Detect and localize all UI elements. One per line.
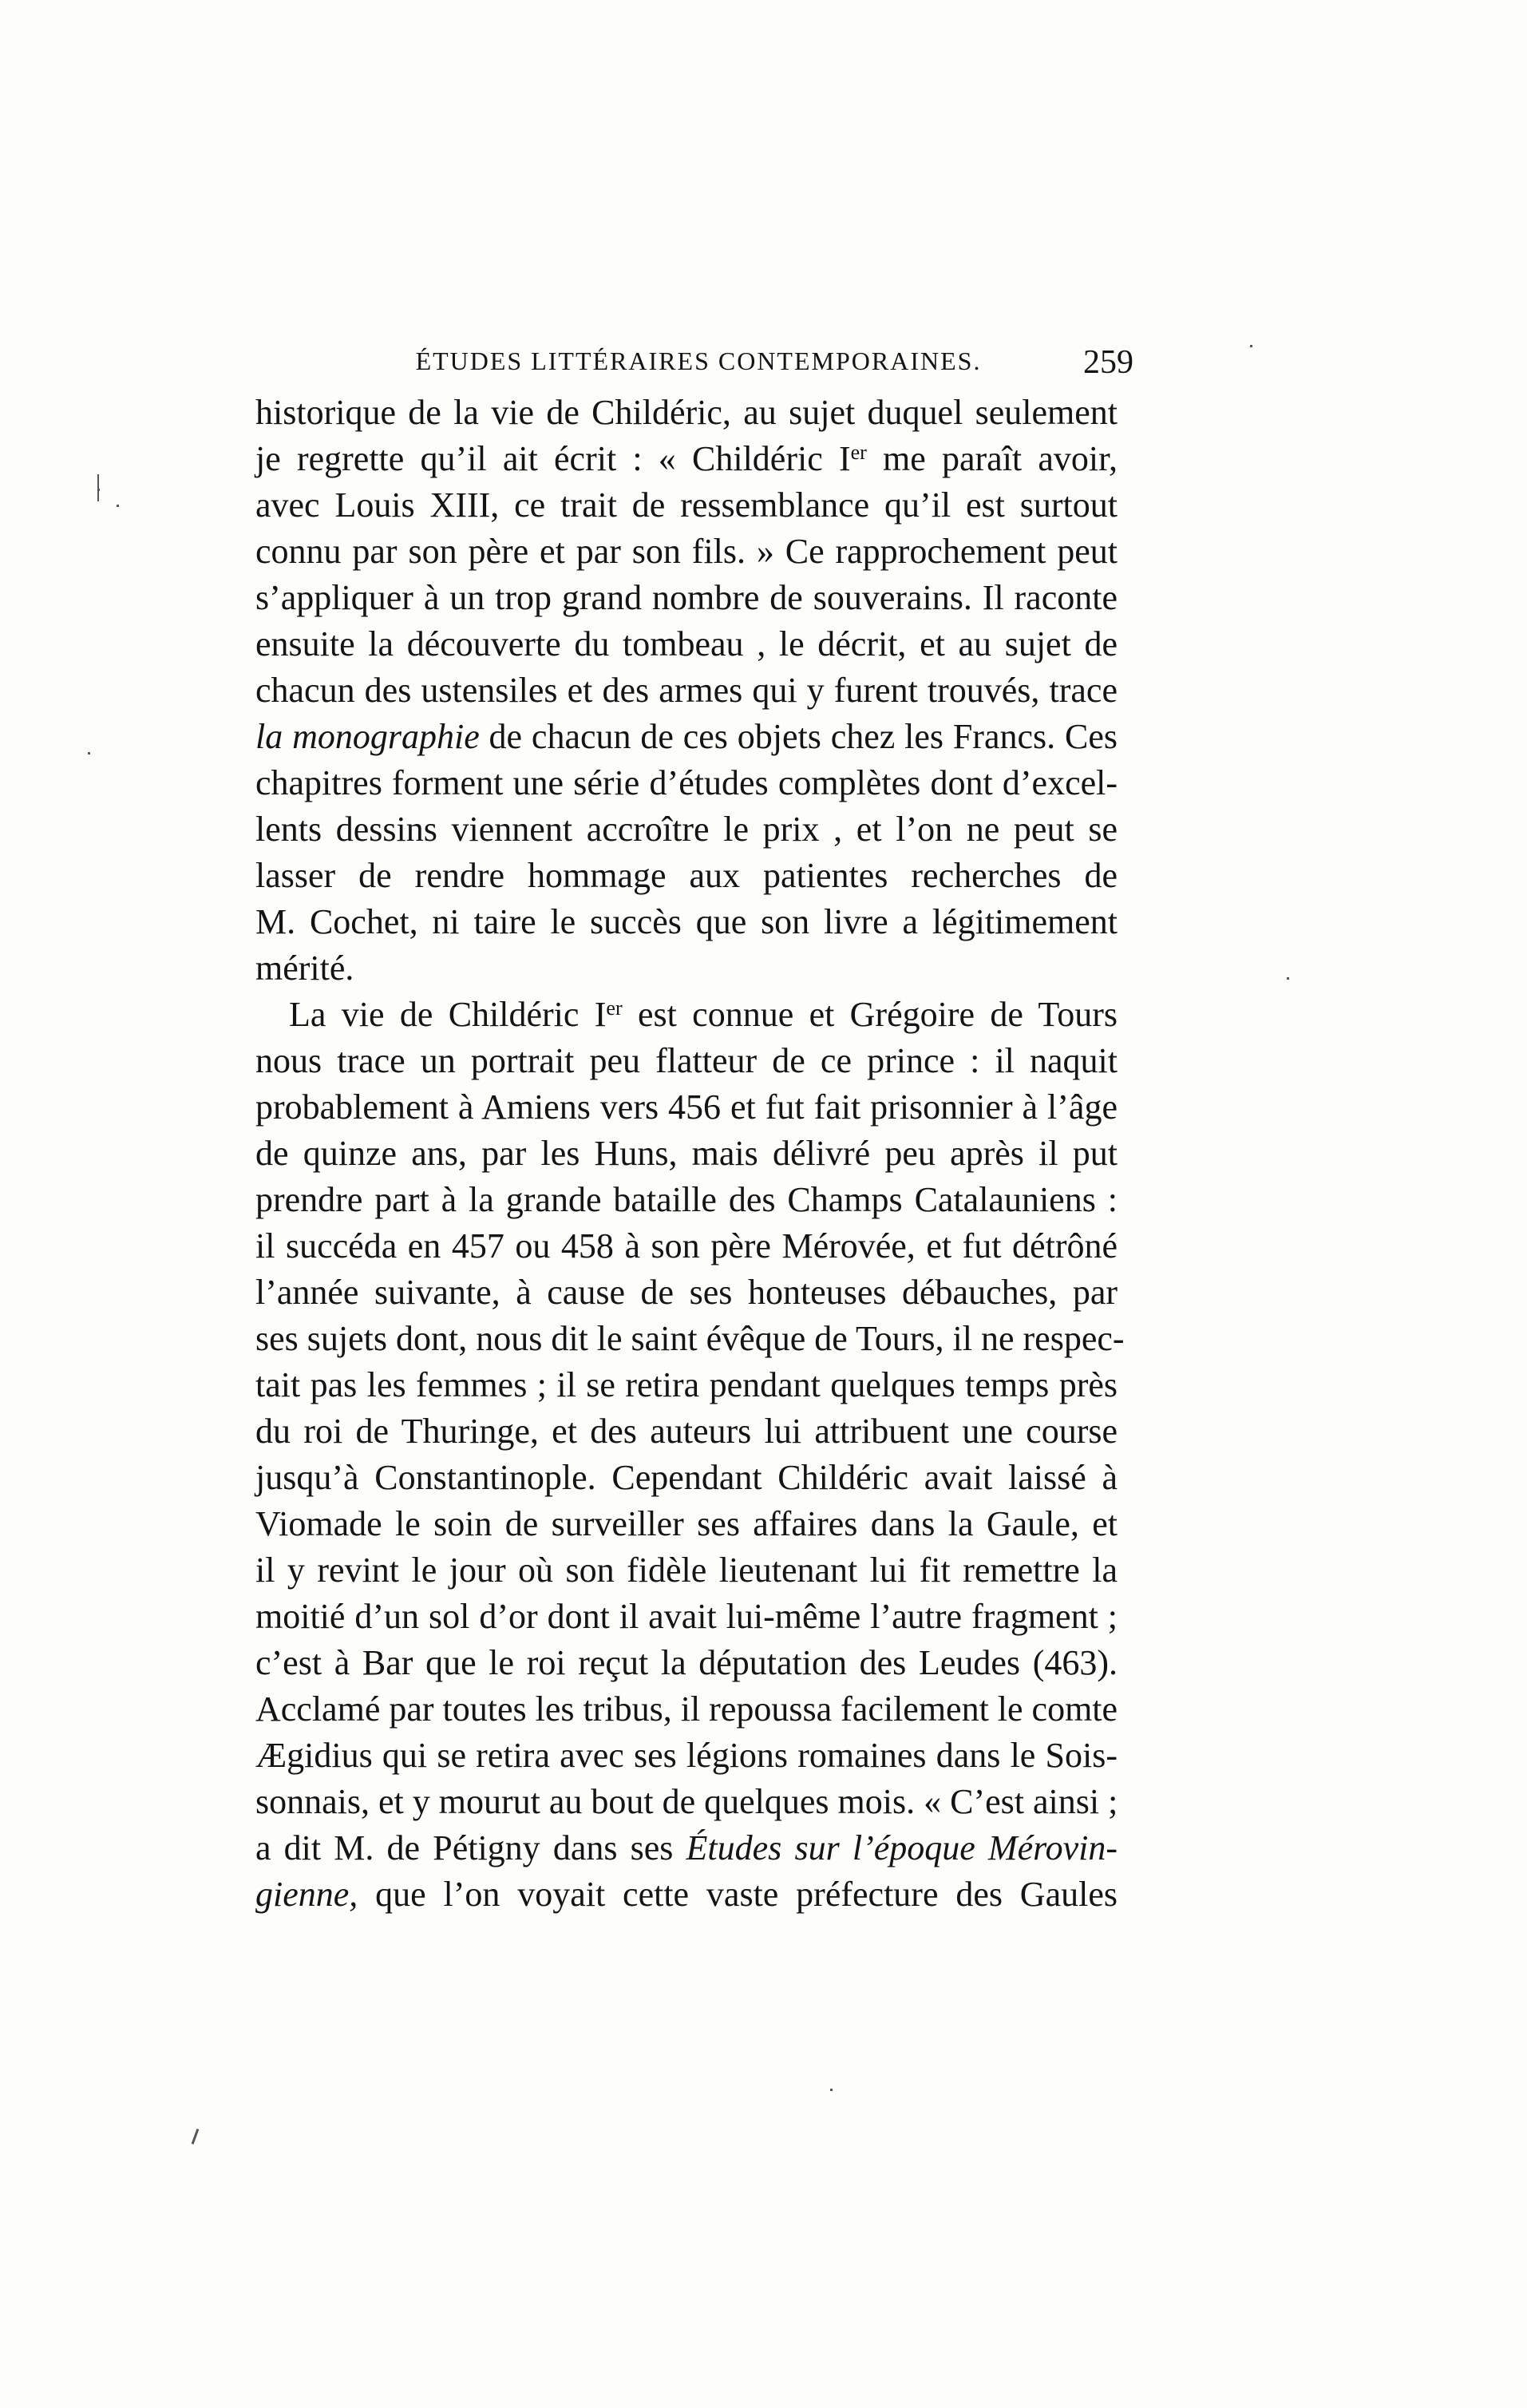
- text-line: chapitres forment une série d’études complètes dont d’excel-: [255, 763, 1118, 802]
- text-line: Ægidius qui se retira avec ses légions romaines dans le Sois-: [255, 1736, 1118, 1775]
- text-line: moitié d’un sol d’or dont il avait lui-même l’autre fragment ;: [255, 1597, 1118, 1636]
- text-line: jusqu’à Constantinople. Cependant Childéric avait laissé à: [255, 1458, 1118, 1497]
- text-line: nous trace un portrait peu flatteur de ce prince : il naquit: [255, 1041, 1118, 1080]
- scan-speck: [117, 505, 119, 507]
- text-line: ensuite la découverte du tombeau , le décrit, et au sujet de: [255, 624, 1118, 663]
- text-line: lasser de rendre hommage aux patientes recherches de: [255, 856, 1118, 895]
- text-line: ses sujets dont, nous dit le saint évêque de Tours, il ne respec-: [255, 1319, 1125, 1358]
- italic-title: gienne,: [255, 1875, 358, 1914]
- text-line: connu par son père et par son fils. » Ce rapprochement peut: [255, 532, 1118, 571]
- italic-phrase: la monographie: [255, 717, 480, 756]
- scan-speck: [97, 474, 99, 501]
- text-line: c’est à Bar que le roi reçut la députation des Leudes (463).: [255, 1643, 1118, 1682]
- text-line: La vie de Childéric Ier est connue et Grégoire de Tours: [289, 995, 1118, 1034]
- scan-speck: [97, 489, 100, 491]
- text-line: il succéda en 457 ou 458 à son père Mérovée, et fut détrôné: [255, 1226, 1118, 1265]
- page-number: 259: [1083, 344, 1133, 381]
- text-line: sonnais, et y mourut au bout de quelques mois. « C’est ainsi ;: [255, 1782, 1118, 1821]
- text-line: la monographie de chacun de ces objets chez les Francs. Ces: [255, 717, 1118, 756]
- text-line: s’appliquer à un trop grand nombre de souverains. Il raconte: [255, 578, 1118, 617]
- page-header: [255, 343, 1133, 391]
- text-line: du roi de Thuringe, et des auteurs lui attribuent une course: [255, 1412, 1118, 1451]
- text-line: a dit M. de Pétigny dans ses Études sur l’époque Mérovin-: [255, 1828, 1118, 1867]
- text-line: lents dessins viennent accroître le prix , et l’on ne peut se: [255, 810, 1118, 849]
- italic-title: Études sur l’époque Mérovin-: [686, 1828, 1118, 1867]
- scan-speck: [830, 2089, 833, 2091]
- scan-speck: [1287, 977, 1289, 980]
- scan-speck: [192, 2129, 200, 2145]
- text-line: Viomade le soin de surveiller ses affaires dans la Gaule, et: [255, 1504, 1118, 1543]
- running-head: ÉTUDES LITTÉRAIRES CONTEMPORAINES.: [415, 347, 982, 375]
- text-line: prendre part à la grande bataille des Champs Catalauniens :: [255, 1180, 1118, 1219]
- text-line: chacun des ustensiles et des armes qui y furent trouvés, trace: [255, 671, 1118, 710]
- text-line: Acclamé par toutes les tribus, il repoussa facilement le comte: [255, 1689, 1118, 1729]
- text-line: de quinze ans, par les Huns, mais délivré peu après il put: [255, 1134, 1118, 1173]
- scan-speck: [1250, 345, 1252, 347]
- text-line: l’année suivante, à cause de ses honteuses débauches, par: [255, 1273, 1118, 1312]
- text-line: tait pas les femmes ; il se retira pendant quelques temps près: [255, 1365, 1118, 1404]
- text-line: probablement à Amiens vers 456 et fut fait prisonnier à l’âge: [255, 1087, 1118, 1127]
- text-line: historique de la vie de Childéric, au sujet duquel seulement: [255, 393, 1118, 432]
- text-line: mérité.: [255, 949, 354, 988]
- body-text: [255, 390, 1125, 1918]
- text-line: avec Louis XIII, ce trait de ressemblance qu’il est surtout: [255, 485, 1118, 525]
- text-line: il y revint le jour où son fidèle lieutenant lui fit remettre la: [255, 1551, 1118, 1590]
- text-line: gienne, que l’on voyait cette vaste préfecture des Gaules: [255, 1875, 1118, 1914]
- superscript: er: [850, 441, 867, 464]
- superscript: er: [606, 996, 623, 1020]
- text-line: je regrette qu’il ait écrit : « Childéric Ier me paraît avoir,: [255, 439, 1118, 478]
- scan-speck: [88, 752, 90, 754]
- text-line: M. Cochet, ni taire le succès que son livre a légitimement: [255, 902, 1118, 941]
